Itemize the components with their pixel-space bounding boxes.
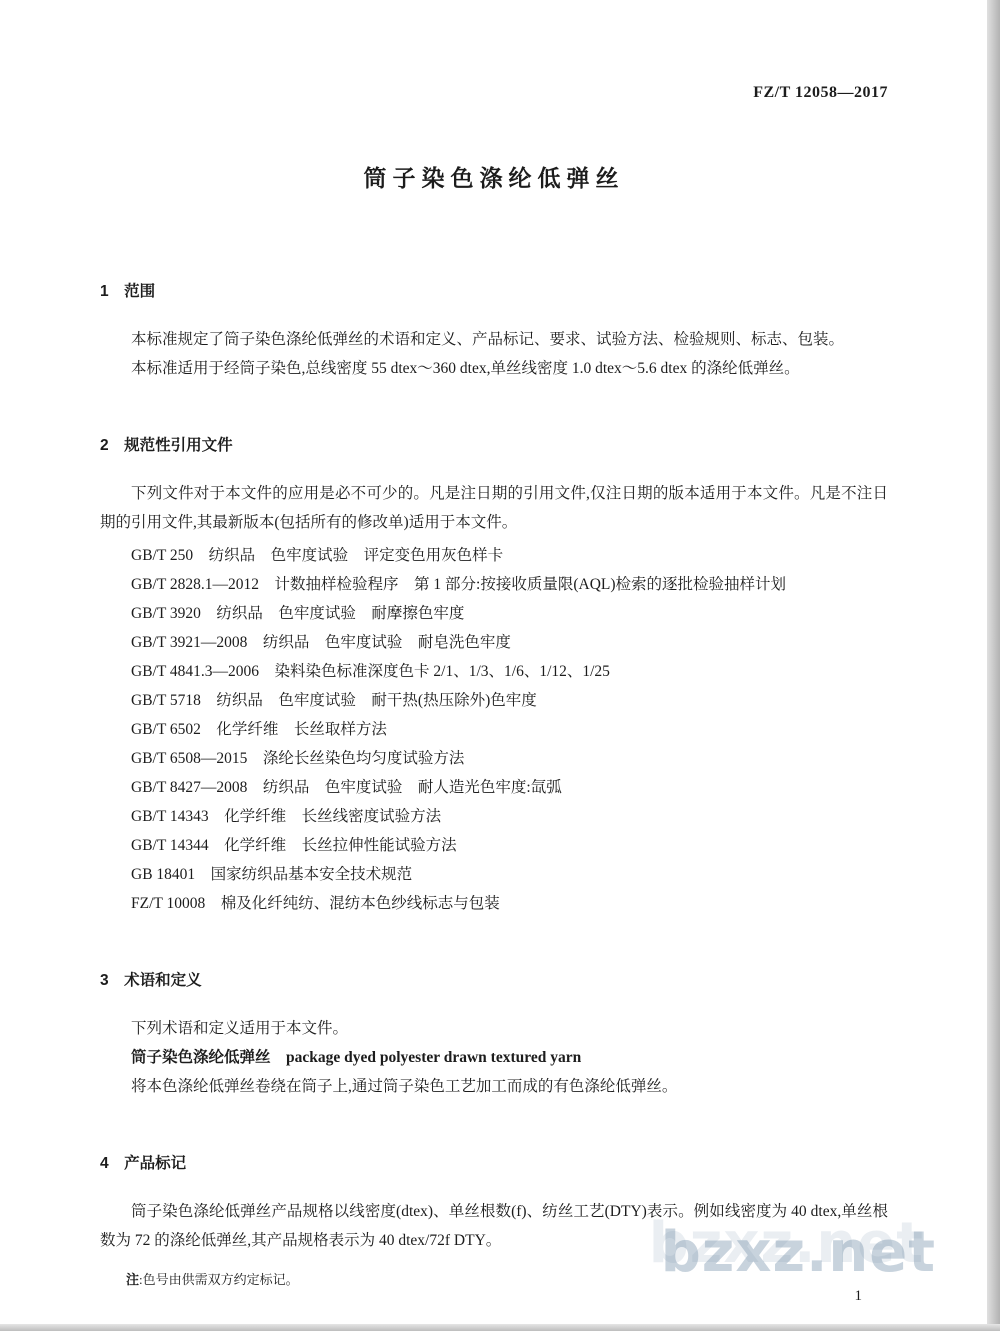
- reference-item: GB/T 8427—2008 纺织品 色牢度试验 耐人造光色牢度:氙弧: [131, 779, 562, 796]
- scan-edge-right: [987, 0, 1000, 1331]
- reference-item: GB/T 250 纺织品 色牢度试验 评定变色用灰色样卡: [131, 547, 504, 564]
- reference-item: GB/T 14343 化学纤维 长丝线密度试验方法: [131, 808, 442, 825]
- terms-intro: 下列术语和定义适用于本文件。: [131, 1020, 349, 1037]
- reference-item: GB/T 4841.3—2006 染料染色标准深度色卡 2/1、1/3、1/6、1/12、1/25: [131, 663, 610, 680]
- note-text: :色号由供需双方约定标记。: [139, 1272, 299, 1287]
- section-1-heading: 1 范围: [100, 283, 156, 300]
- section-2-heading: 2 规范性引用文件: [100, 437, 233, 454]
- reference-item: GB/T 5718 纺织品 色牢度试验 耐干热(热压除外)色牢度: [131, 692, 537, 709]
- page-number: 1: [854, 1288, 862, 1304]
- term-definition: 将本色涤纶低弹丝卷绕在筒子上,通过筒子染色工艺加工而成的有色涤纶低弹丝。: [131, 1078, 678, 1095]
- note-label: 注: [126, 1272, 140, 1287]
- scan-edge-bottom: [0, 1324, 1000, 1331]
- references-intro: 下列文件对于本文件的应用是必不可少的。凡是注日期的引用文件,仅注日期的版本适用于本文件。凡是不注日期的引用文件,其最新版本(包括所有的修改单)适用于本文件。: [100, 485, 888, 531]
- reference-item: GB/T 6508—2015 涤纶长丝染色均匀度试验方法: [131, 750, 465, 767]
- product-marking-paragraph: 筒子染色涤纶低弹丝产品规格以线密度(dtex)、单丝根数(f)、纺丝工艺(DTY)表示。例如线密度为 40 dtex,单丝根数为 72 的涤纶低弹丝,其产品规格表示为 40 dtex/72f DTY。: [100, 1203, 888, 1249]
- term-line: 筒子染色涤纶低弹丝 package dyed polyester drawn textured yarn: [131, 1049, 582, 1066]
- reference-item: GB 18401 国家纺织品基本安全技术规范: [131, 866, 413, 883]
- reference-item: GB/T 2828.1—2012 计数抽样检验程序 第 1 部分:按接收质量限(AQL)检索的逐批检验抽样计划: [131, 576, 787, 593]
- reference-item: GB/T 6502 化学纤维 长丝取样方法: [131, 721, 387, 738]
- reference-item: GB/T 3920 纺织品 色牢度试验 耐摩擦色牢度: [131, 605, 465, 622]
- section-3-heading: 3 术语和定义: [100, 972, 202, 989]
- references-list: [100, 541, 888, 918]
- page-content: [0, 84, 1000, 1291]
- reference-item: GB/T 14344 化学纤维 长丝拉伸性能试验方法: [131, 837, 457, 854]
- document-title: 筒子染色涤纶低弹丝: [363, 165, 625, 191]
- scope-paragraph: 本标准规定了筒子染色涤纶低弹丝的术语和定义、产品标记、要求、试验方法、检验规则、标志、包装。: [131, 331, 845, 348]
- watermark: bzxz.net: [660, 1220, 936, 1285]
- doc-number: FZ/T 12058—2017: [753, 84, 888, 101]
- note: [100, 1269, 888, 1291]
- section-4-heading: 4 产品标记: [100, 1155, 187, 1172]
- applicability-paragraph: 本标准适用于经筒子染色,总线密度 55 dtex～360 dtex,单丝线密度 1.0 dtex～5.6 dtex 的涤纶低弹丝。: [131, 360, 800, 377]
- reference-item: FZ/T 10008 棉及化纤纯纺、混纺本色纱线标志与包装: [131, 895, 500, 912]
- reference-item: GB/T 3921—2008 纺织品 色牢度试验 耐皂洗色牢度: [131, 634, 511, 651]
